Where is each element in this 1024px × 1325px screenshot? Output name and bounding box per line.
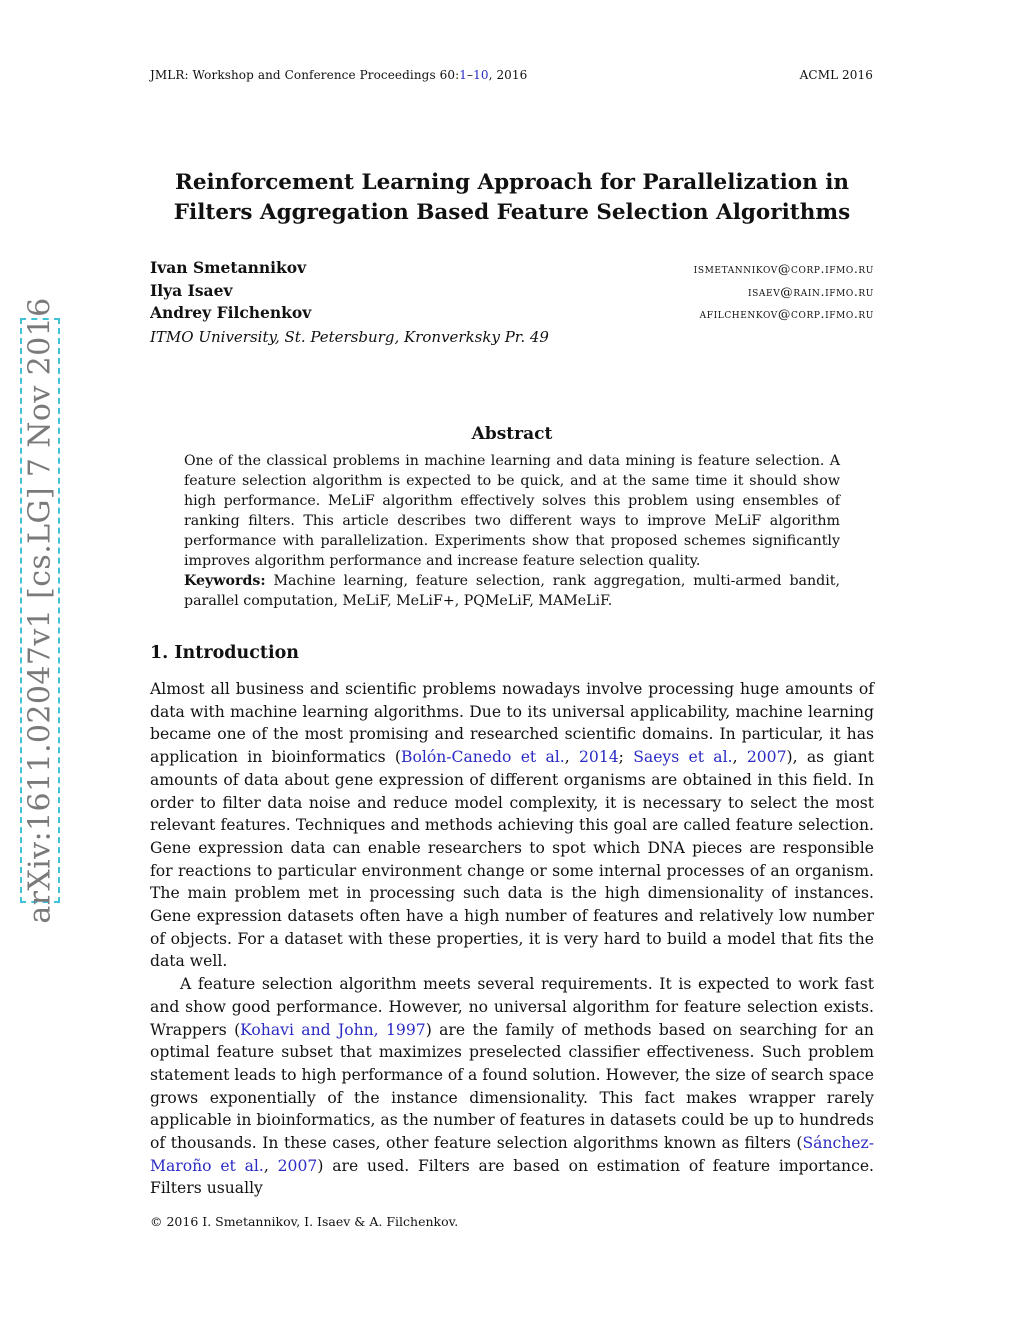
keywords-label: Keywords: [184, 573, 266, 589]
author-row [150, 303, 874, 326]
citation-year-link[interactable]: 2007 [277, 1156, 318, 1175]
keywords [184, 571, 840, 611]
citation-separator: , [564, 748, 579, 767]
paper-title [0, 168, 1024, 228]
section-heading-introduction: 1. Introduction [150, 643, 299, 663]
citation-separator: , [732, 748, 747, 767]
paragraph-text: ) are the family of methods based on searching for an optimal feature subset that maximizes preselected classifier effectiveness. Such problem statement leads to high performance of a found solution. However, the size of search space grows exponentially of the instance dimensionality. This fact makes wrapper rarely applicable in bioinformatics, as the number of features in datasets could be up to hundreds of thousands. In these cases, other feature selection algorithms known as filters ( [150, 1020, 874, 1153]
citation-link[interactable]: Saeys et al. [633, 748, 733, 767]
author-email: afilchenkov@corp.ifmo.ru [699, 306, 874, 321]
citation-link[interactable]: Kohavi and John, 1997 [240, 1020, 426, 1039]
paragraph [150, 973, 874, 1200]
paragraph-text: A feature selection algorithm meets several requirements. It is expected to work fast and show good performance. However, no universal algorithm for feature selection exists. Wrappers ( [150, 975, 874, 1039]
author-name: Ilya Isaev [150, 280, 233, 300]
pages-dash: – [467, 68, 474, 82]
author-name: Andrey Filchenkov [150, 303, 312, 322]
paragraph-text: Almost all business and scientific problems nowadays involve processing huge amounts of data with machine learning algorithms. Due to its universal applicability, machine learning became one of the most promising and researched scientific domains. In particular, it has application in bioinformatics ( [150, 680, 874, 767]
title-line-1: Reinforcement Learning Approach for Parallelization in [174, 170, 850, 195]
abstract-heading: Abstract [471, 424, 553, 444]
journal-name: JMLR: Workshop and Conference Proceedings 60: [150, 68, 460, 82]
abstract-text: One of the classical problems in machine learning and data mining is feature selection. A feature selection algorithm is expected to be quick, and at the same time it should show high performance. MeLiF algorithm effectively solves this problem using ensembles of ranking filters. This article describes two different ways to improve MeLiF algorithm performance with parallelization. Experiments show that proposed schemes significantly improves algorithm performance and increase feature selection quality. [184, 453, 840, 569]
running-header-right: ACML 2016 [799, 68, 873, 82]
paragraph-text: ) are used. Filters are based on estimation of feature importance. Filters usually [150, 1156, 875, 1198]
citation-year-link[interactable]: 2014 [578, 748, 619, 767]
affiliation: ITMO University, St. Petersburg, Kronverksky Pr. 49 [150, 327, 549, 346]
citation-link[interactable]: Bolón-Canedo et al. [401, 748, 565, 767]
introduction-body [150, 678, 874, 1200]
paragraph [150, 678, 874, 973]
keywords-text: Machine learning, feature selection, rank aggregation, multi-armed bandit, parallel computation, MeLiF, MeLiF+, PQMeLiF, MAMeLiF. [184, 573, 840, 609]
abstract-body [184, 451, 840, 611]
author-row [150, 281, 874, 304]
running-header-left [150, 68, 527, 82]
journal-year: , 2016 [488, 68, 528, 82]
arxiv-stamp-text: arXiv:1611.02047v1 [cs.LG] 7 Nov 2016 [22, 297, 58, 924]
author-block [150, 258, 874, 346]
author-email: ismetannikov@corp.ifmo.ru [693, 261, 874, 276]
citation-separator: , [263, 1156, 278, 1175]
author-name: Ivan Smetannikov [150, 258, 307, 277]
copyright-footer: © 2016 I. Smetannikov, I. Isaev & A. Filchenkov. [150, 1214, 459, 1229]
arxiv-stamp [20, 297, 60, 924]
citation-year-link[interactable]: 2007 [746, 748, 787, 767]
citation-separator: ; [618, 748, 634, 767]
author-row [150, 258, 874, 281]
title-line-2: Filters Aggregation Based Feature Selection Algorithms [173, 200, 851, 225]
citation-link[interactable]: Sánchez-Maroño et al. [150, 1134, 874, 1175]
paragraph-text: ), as giant amounts of data about gene expression of different organisms are obtained in this field. In order to filter data noise and reduce model complexity, it is necessary to select the most relevant features. Techniques and methods achieving this goal are called feature selection. Gene expression data can enable researchers to spot which DNA pieces are responsible for reactions to particular environment change or some internal processes of an organism. The main problem met in processing such data is the high dimensionality of instances. Gene expression datasets often have a high number of features and relatively low number of objects. For a dataset with these properties, it is very hard to build a model that fits the data well. [150, 748, 874, 971]
author-email: isaev@rain.ifmo.ru [748, 283, 874, 299]
pages-end-link[interactable]: 10 [473, 68, 489, 82]
pages-start-link[interactable]: 1 [459, 68, 468, 82]
